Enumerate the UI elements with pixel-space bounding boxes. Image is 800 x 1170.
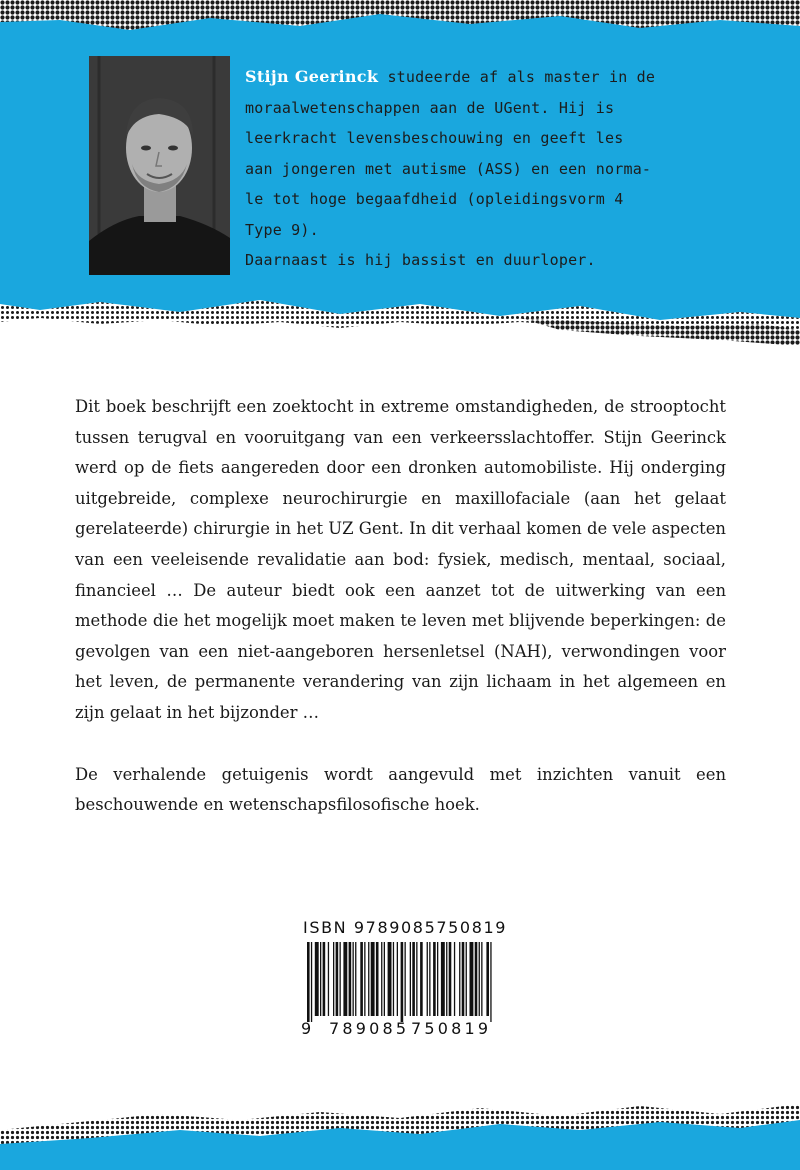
barcode-bar	[449, 942, 452, 1016]
barcode-bar	[311, 942, 312, 1022]
barcode-bar	[433, 942, 436, 1016]
isbn-label: ISBN 9789085750819	[303, 918, 508, 937]
bio-line-1: Stijn Geerinck studeerde af als master in de	[245, 67, 656, 86]
barcode-bar	[323, 942, 326, 1016]
bio-line-5: le tot hoge begaafdheid (opleidingsvorm 4	[245, 190, 624, 208]
barcode-bar	[353, 942, 354, 1016]
barcode-bar	[405, 942, 406, 1016]
isbn-digits-right: 750819	[411, 1019, 492, 1038]
barcode-bar	[479, 942, 480, 1016]
barcode-bar	[454, 942, 455, 1016]
barcode-bar	[340, 942, 341, 1016]
barcode-bar	[307, 942, 310, 1022]
barcode-bar	[384, 942, 385, 1016]
barcode-bar	[401, 942, 404, 1022]
barcode-bar	[475, 942, 478, 1016]
barcode-bar	[397, 942, 398, 1016]
author-portrait-icon	[89, 56, 230, 275]
barcode-bar	[315, 942, 319, 1016]
barcode-bar	[376, 942, 379, 1016]
barcode-bar	[459, 942, 460, 1016]
barcode-bar	[437, 942, 438, 1016]
barcode-bar	[486, 942, 489, 1016]
bio-line-4: aan jongeren met autisme (ASS) en een norma-	[245, 159, 652, 178]
barcode-bar	[320, 942, 321, 1016]
barcode-bar	[333, 942, 334, 1016]
isbn-digits-left: 789085	[329, 1019, 410, 1038]
barcode-bar	[393, 942, 394, 1016]
bottom-blue-band	[0, 1100, 800, 1170]
barcode-bar	[470, 942, 474, 1016]
bio-line-2: moraalwetenschappen aan de UGent. Hij is	[245, 98, 615, 117]
barcode-bar	[466, 942, 467, 1016]
description-paragraph-1: Dit boek beschrijft een zoektocht in extreme omstandigheden, de strooptocht tussen terugval en vooruitgang van een verkeersslachtoffer. Stijn Geerinck werd op de fiets aangereden door een dronken automobiliste. Hij onderging uitgebreide, complexe neurochirurgie en maxillofaciale (aan het gelaat gerelateerde) chirurgie in het UZ Gent. In dit verhaal komen de vele aspecten van een veeleisende revalidatie aan bod: fysiek, medisch, mentaal, sociaal, financieel … De auteur biedt ook een aanzet tot de uitwerking van een methode die het mogelijk moet maken te leven met blijvende beperkingen: de gevolgen van een niet-aangeboren hersenletsel (NAH), verwondingen voor het leven, de permanente verandering van zijn lichaam in het algemeen en zijn gelaat in het bijzonder …	[75, 397, 726, 722]
author-photo	[89, 56, 230, 275]
barcode-bar	[441, 942, 445, 1016]
isbn-barcode	[301, 918, 508, 1041]
bottom-halftone	[0, 1100, 800, 1170]
bio-line-6: Type 9).	[245, 220, 319, 239]
barcode-bar	[364, 942, 365, 1016]
barcode-bar	[416, 942, 417, 1016]
barcode-bars	[303, 942, 498, 1022]
barcode-bar	[420, 942, 423, 1016]
barcode-bar	[490, 942, 491, 1022]
author-bio	[245, 62, 775, 276]
barcode-bar	[336, 942, 339, 1016]
barcode-bar	[360, 942, 363, 1016]
barcode-bar	[427, 942, 428, 1016]
barcode-bar	[388, 942, 392, 1016]
top-blue-band	[0, 0, 800, 345]
barcode-bar	[481, 942, 482, 1016]
barcode-bar	[371, 942, 375, 1016]
barcode-bar	[446, 942, 447, 1016]
barcode-bar	[349, 942, 352, 1016]
barcode-bar	[412, 942, 415, 1016]
barcode-bar	[368, 942, 369, 1016]
bio-line-3: leerkracht levensbeschouwing en geeft les	[245, 129, 624, 147]
barcode-bar	[462, 942, 465, 1016]
barcode-bar	[429, 942, 430, 1016]
isbn-digit-first: 9	[301, 1019, 312, 1038]
book-description	[75, 392, 726, 821]
barcode-bar	[355, 942, 356, 1016]
author-name: Stijn Geerinck	[245, 67, 379, 86]
barcode-bar	[410, 942, 411, 1016]
barcode-bar	[328, 942, 329, 1016]
barcode-bar	[343, 942, 347, 1016]
bio-line-7: Daarnaast is hij bassist en duurloper.	[245, 251, 596, 269]
barcode-bar	[381, 942, 382, 1016]
description-paragraph-2: De verhalende getuigenis wordt aangevuld met inzichten vanuit een beschouwende en wetenschapsfilosofische hoek.	[75, 764, 726, 815]
